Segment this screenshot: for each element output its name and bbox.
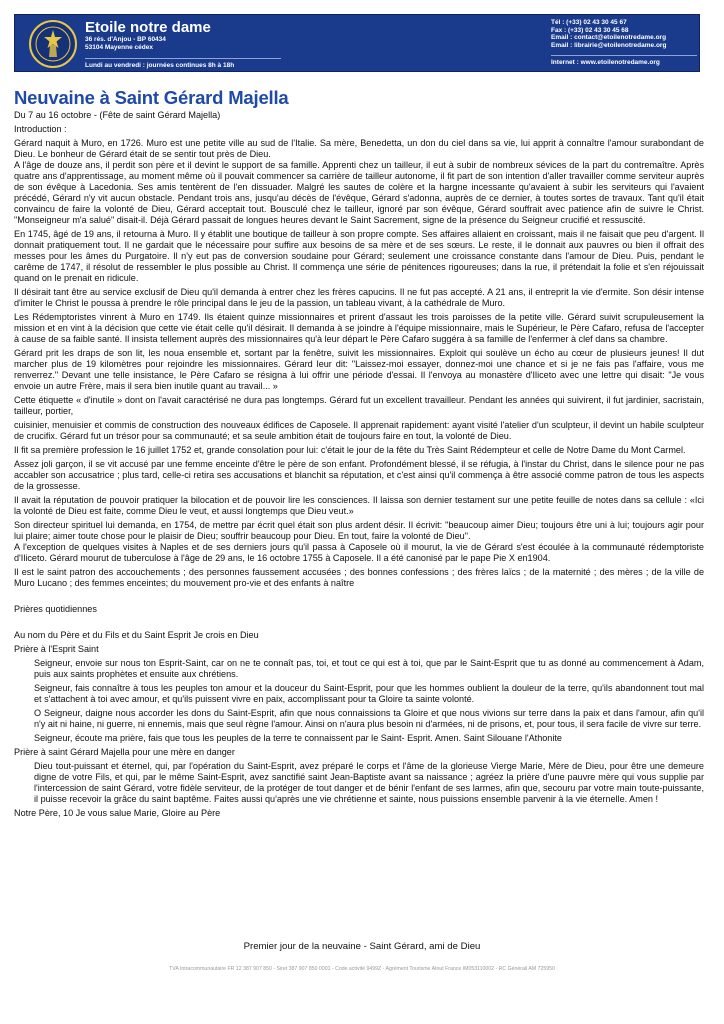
bio-paragraph: Assez joli garçon, il se vit accusé par une femme enceinte d'être le père de son enfant. Profondément blessé, il se réfugia, à l'instar du Christ, dans le silence pour ne pas accabler son accusatrice ; plus tard, celle-ci retira ses accusations et blanchit sa réputation, et c'est ainsi qu'il commença à être associé comme patron de tous les aspects de la grossesse. [14, 459, 704, 491]
opening-hours: Lundi au vendredi : journées continues 8h à 18h [85, 58, 281, 70]
neuvaine-day-title: Premier jour de la neuvaine - Saint Gérard, ami de Dieu [243, 941, 481, 952]
page-title: Neuvaine à Saint Gérard Majella [14, 87, 289, 108]
header-identity [85, 19, 281, 70]
bio-paragraph: Il avait la réputation de pouvoir pratiquer la bilocation et de pouvoir lire les consciences. Il laissa son dernier testament sur une petite feuille de notes dans sa cellule : «Ici la volonté de Dieu est faite, comme Dieu le veut, et aussi longtemps que Dieu veut.» [14, 495, 704, 516]
prayer-paragraph: Seigneur, écoute ma prière, fais que tous les peuples de la terre te connaissent par le Saint- Esprit. Amen. Saint Silouane l'Athonite [34, 733, 562, 743]
bio-paragraph: Les Rédemptoristes vinrent à Muro en 1749. Ils étaient quinze missionnaires et prirent d'assaut les trois paroisses de la petite ville. Gérard suivit scrupuleusement la mission et en vint à la décision que cette vie était celle qu'il désirait. Il demanda à se joindre à l'équipe missionnaire, mais le Supérieur, le Père Cafaro, refusa de l'accepter à cause de sa faible santé. Il insista tellement auprès des missionnaires qu'à leur départ le Père Cafaro suggéra à sa famille de l'enfermer à clef dans sa chambre. [14, 312, 704, 344]
email-contact-link[interactable]: Email : contact@etoilenotredame.org [551, 34, 667, 42]
bio-paragraph: Son directeur spirituel lui demanda, en 1754, de mettre par écrit quel était son plus ardent désir. Il écrivit: "beaucoup aimer Dieu; toujours être uni à lui; toujours agir pour lui plaire; aimer toute chose pour le plaisir de Dieu; souffrir beaucoup pour Dieu. En tout, faire la volonté de Dieu". [14, 520, 704, 541]
prayer-paragraph: Seigneur, fais connaître à tous les peuples ton amour et la douceur du Saint-Esprit, pour que les hommes oublient la douleur de la terre, qu'ils abandonnent tout mal et s'attachent à toi avec amour, et qu'ils puissent vivre en paix, accomplissant pour ta Gloire ta sainte volonté. [34, 683, 704, 704]
bio-paragraph: Il fit sa première profession le 16 juillet 1752 et, grande consolation pour lui: c'était le jour de la fête du Très Saint Rédempteur et celle de Notre Dame du Mont Carmel. [14, 445, 686, 455]
prayer-paragraph: Dieu tout-puissant et éternel, qui, par l'opération du Saint-Esprit, avez préparé le corps et l'âme de la glorieuse Vierge Marie, Mère de Dieu, pour être une demeure digne de votre Fils, et qui, par le même Saint-Esprit, avez sanctifié saint Jean-Baptiste avant sa naissance ; agréez la prière d'une pauvre mère qui vous supplie par l'intercession de saint Gérard, votre fidèle serviteur, de la protéger de tout danger et de bénir l'enfant de ses larmes, afin que, secouru par votre main toute-puissante, il puisse recevoir la grâce du saint baptême. Faites aussi qu'après une vie chrétienne et sainte, nous puissions ensemble parvenir à la vie éternelle. Amen ! [34, 761, 704, 804]
holy-spirit-prayer-label: Prière à l'Esprit Saint [14, 644, 99, 654]
spacer [14, 618, 704, 630]
prayer-paragraph: O Seigneur, daigne nous accorder les dons du Saint-Esprit, afin que nous connaissions ta Gloire et que nous vivions sur terre dans la paix et dans l'amour, afin qu'il n'y ait ni haine, ni guerre, ni ennemis, mais que seul règne l'amour. Ainsi on n'aura plus besoin ni d'armées, ni de prisons, et, pour tous, il sera facile de vivre sur terre. [34, 708, 704, 729]
email-librairie-link[interactable]: Email : librairie@etoilenotredame.org [551, 41, 667, 49]
star-madonna-logo-icon [29, 20, 77, 68]
bio-paragraph: Cette étiquette « d'inutile » dont on l'avait caractérisé ne dura pas longtemps. Gérard fut un excellent travailleur. Pendant les années qui suivirent, il fut jardinier, sacristain, tailleur, portier, [14, 395, 704, 416]
header-contact [551, 19, 697, 67]
bio-paragraph: Il désirait tant être au service exclusif de Dieu qu'il demanda à entrer chez les frères capucins. Il ne fut pas accepté. A 21 ans, il entreprit la vie d'ermite. Son désir intense d'imiter le Christ le poussa à prendre le rôle principal dans le jeu de la passion, un tableau vivant, à la cathédrale de Muro. [14, 287, 704, 308]
address-line-1: 36 rés. d'Anjou - BP 60434 [85, 36, 166, 43]
bio-paragraph: Il est le saint patron des accouchements ; des personnes faussement accusées ; des bonnes confessions ; des frères laïcs ; de la maternité ; des mères ; de la ville de Muro Lucano ; des femmes enceintes; du mouvement pro-vie et des enfants à naître [14, 567, 704, 588]
closing-prayers: Notre Père, 10 Je vous salue Marie, Gloire au Père [14, 808, 221, 818]
bio-paragraph: cuisinier, menuisier et commis de construction des nouveaux édifices de Caposele. Il apprenait rapidement: ayant visité l'atelier d'un sculpteur, il devint un habile sculpteur de crucifix. Gérard fut un trésor pour sa communauté; et sa seule ambition était de toujours faire en tout, la volonté de Dieu. [14, 420, 704, 441]
prayer-paragraph: Seigneur, envoie sur nous ton Esprit-Saint, car on ne te connaît pas, toi, et tout ce qui est à toi, que par le Saint-Esprit que tu as donné au commencement à Adam, puis aux saints prophètes et ensuite aux chrétiens. [34, 658, 704, 679]
dates-line: Du 7 au 16 octobre - (Fête de saint Gérard Majella) [14, 110, 221, 120]
fax: Fax : (+33) 02 43 30 45 68 [551, 26, 629, 34]
bio-paragraph: Gérard prit les draps de son lit, les noua ensemble et, sortant par la fenêtre, suivit les missionnaires. Exploit qui soulève un écho au cœur de plusieurs jeunes! Il dut marcher plus de 19 kilomètres pour rejoindre les missionnaires. Gérard leur dit: "Laissez-moi essayer, donnez-moi une chance et si je ne fais pas l'affaire, vous me renverrez." Devant une telle insistance, le Père Cafaro se résigna à lui offrir une période d'essai. Il l'envoya au monastère d'Iliceto avec une lettre qui disait: "Je vous envoie un autre Frère, mais il sera bien inutile quant au travail... » [14, 348, 704, 391]
header-banner [14, 14, 700, 72]
bio-paragraph: A l'âge de douze ans, il perdit son père et il devint le support de sa famille. Apprenti chez un tailleur, il eut à subir de nombreux sévices de la part du contremaître. Après quatre ans d'apprentissage, au moment même où il pouvait commencer sa carrière de tailleur autonome, il fit part de son intention d'aller travailler comme serviteur auprès de son évêque à Lacedonia. Ses amis tentèrent de l'en dissuader. Malgré les sautes de colère et la hargne incessante qu'avaient à subir les serviteurs qui l'avaient précédé, Gérard n'y vit aucun obstacle. Pendant trois ans, jusqu'au décès de l'évêque, Gérard s'adonna, auprès de ce dernier, à toutes sortes de travaux. Tant qu'il était convaincu de faire la volonté de Dieu, Gérard acceptait tout. Bousculé chez le tailleur, ignoré par son évêque, Gérard souffrait avec patience afin de suivre le Christ. "Monseigneur m'a salué" disait-il. Déjà Gérard passait de longues heures devant le Saint Sacrement, signe de la présence du Seigneur crucifié et ressuscité. [14, 160, 704, 225]
website-link[interactable]: Internet : www.etoilenotredame.org [551, 55, 697, 67]
bio-paragraph: A l'exception de quelques visites à Naples et de ses derniers jours qu'il passa à Caposele où il mourut, la vie de Gérard s'est écoulée à la communauté rédemptoriste d'Iliceto. Gérard mourut de tuberculose à l'âge de 29 ans, le 16 octobre 1755 à Caposele. Il a été canonisé par le pape Pie X en1904. [14, 542, 704, 563]
bio-paragraph: En 1745, âgé de 19 ans, il retourna à Muro. Il y établit une boutique de tailleur à son propre compte. Ses affaires allaient en croissant, mais il ne faisait que peu d'argent. Il donnait pratiquement tout. Il ne gardait que le nécessaire pour suffire aux besoins de sa mère et de ses sœurs. Le reste, il le donnait aux pauvres ou bien il offrait des messes pour les âmes du Purgatoire. Il n'y eut pas de conversion soudaine pour Gérard; seulement une croissance constante dans l'amour de Dieu. Puis, pendant le carême de 1747, il résolut de ressembler le plus possible au Christ. Il commença une série de pénitences rigoureuses; dans la rue, il prétendait la folie et s'en réjouissait quand on le prenait en ridicule. [14, 229, 704, 283]
bio-paragraph: Gérard naquit à Muro, en 1726. Muro est une petite ville au sud de l'Italie. Sa mère, Benedetta, un don du ciel dans sa vie, lui apprit à connaître l'amour surabondant de Dieu. Le bonheur de Gérard était de se sentir tout près de Dieu. [14, 138, 704, 159]
telephone: Tél : (+33) 02 43 30 45 67 [551, 19, 627, 26]
gerard-prayer-label: Prière à saint Gérard Majella pour une mère en danger [14, 747, 235, 757]
organization-name: Etoile notre dame [85, 19, 211, 36]
legal-footer: TVA Intracommunautaire FR 12 387 907 850 - Siret 387 907 850 0001 - Code activité 9499Z - Agrément Tourisme Atout France IM053110002 - RC Générali AM 725950 [169, 966, 555, 972]
article-body [14, 110, 704, 822]
invocation: Au nom du Père et du Fils et du Saint Esprit Je crois en Dieu [14, 630, 259, 640]
daily-prayers-label: Prières quotidiennes [14, 604, 97, 614]
address-line-2: 53104 Mayenne cédex [85, 44, 153, 51]
intro-label: Introduction : [14, 124, 67, 134]
spacer [14, 592, 704, 604]
